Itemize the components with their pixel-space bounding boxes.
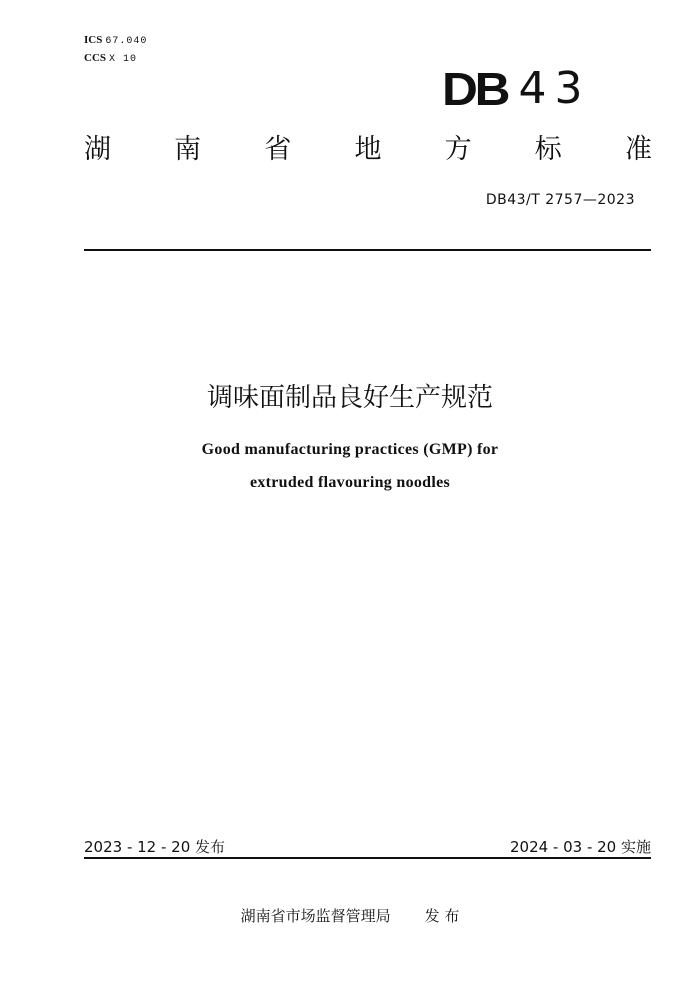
issuer-org: 湖南省市场监督管理局 [240,907,391,925]
ics-line [84,32,147,50]
issuer-line [0,905,700,926]
ics-value: 67.040 [105,36,148,47]
document-title-en-line1: Good manufacturing practices (GMP) for [201,441,499,458]
db-logo-number: 43 [518,63,591,114]
standard-type-char: 南 [174,134,202,165]
standard-type-char: 标 [534,134,562,165]
bottom-divider [84,857,651,859]
implement-date: 2024 - 03 - 20 实施 [509,838,651,856]
ccs-line [84,50,147,68]
top-divider [84,249,651,251]
db-logo-mark: DB [442,63,508,115]
db-logo [442,63,591,115]
issuer-action: 发 布 [424,907,460,925]
standard-type-char: 准 [624,134,652,165]
standard-type-char: 方 [444,134,472,165]
ccs-value: X 10 [109,54,138,65]
document-title-en-line2: extruded flavouring noodles [249,474,451,491]
classification-block [84,32,147,68]
ics-label: ICS [84,34,103,46]
document-title-zh: 调味面制品良好生产规范 [206,383,493,413]
standard-type-char: 地 [354,134,382,165]
standard-code: DB43/T 2757—2023 [485,192,635,208]
standard-type-char: 湖 [84,134,111,165]
release-date: 2023 - 12 - 20 发布 [84,838,226,856]
standard-type-title [84,132,652,168]
standard-type-char: 省 [264,134,292,165]
ccs-label: CCS [84,52,107,64]
